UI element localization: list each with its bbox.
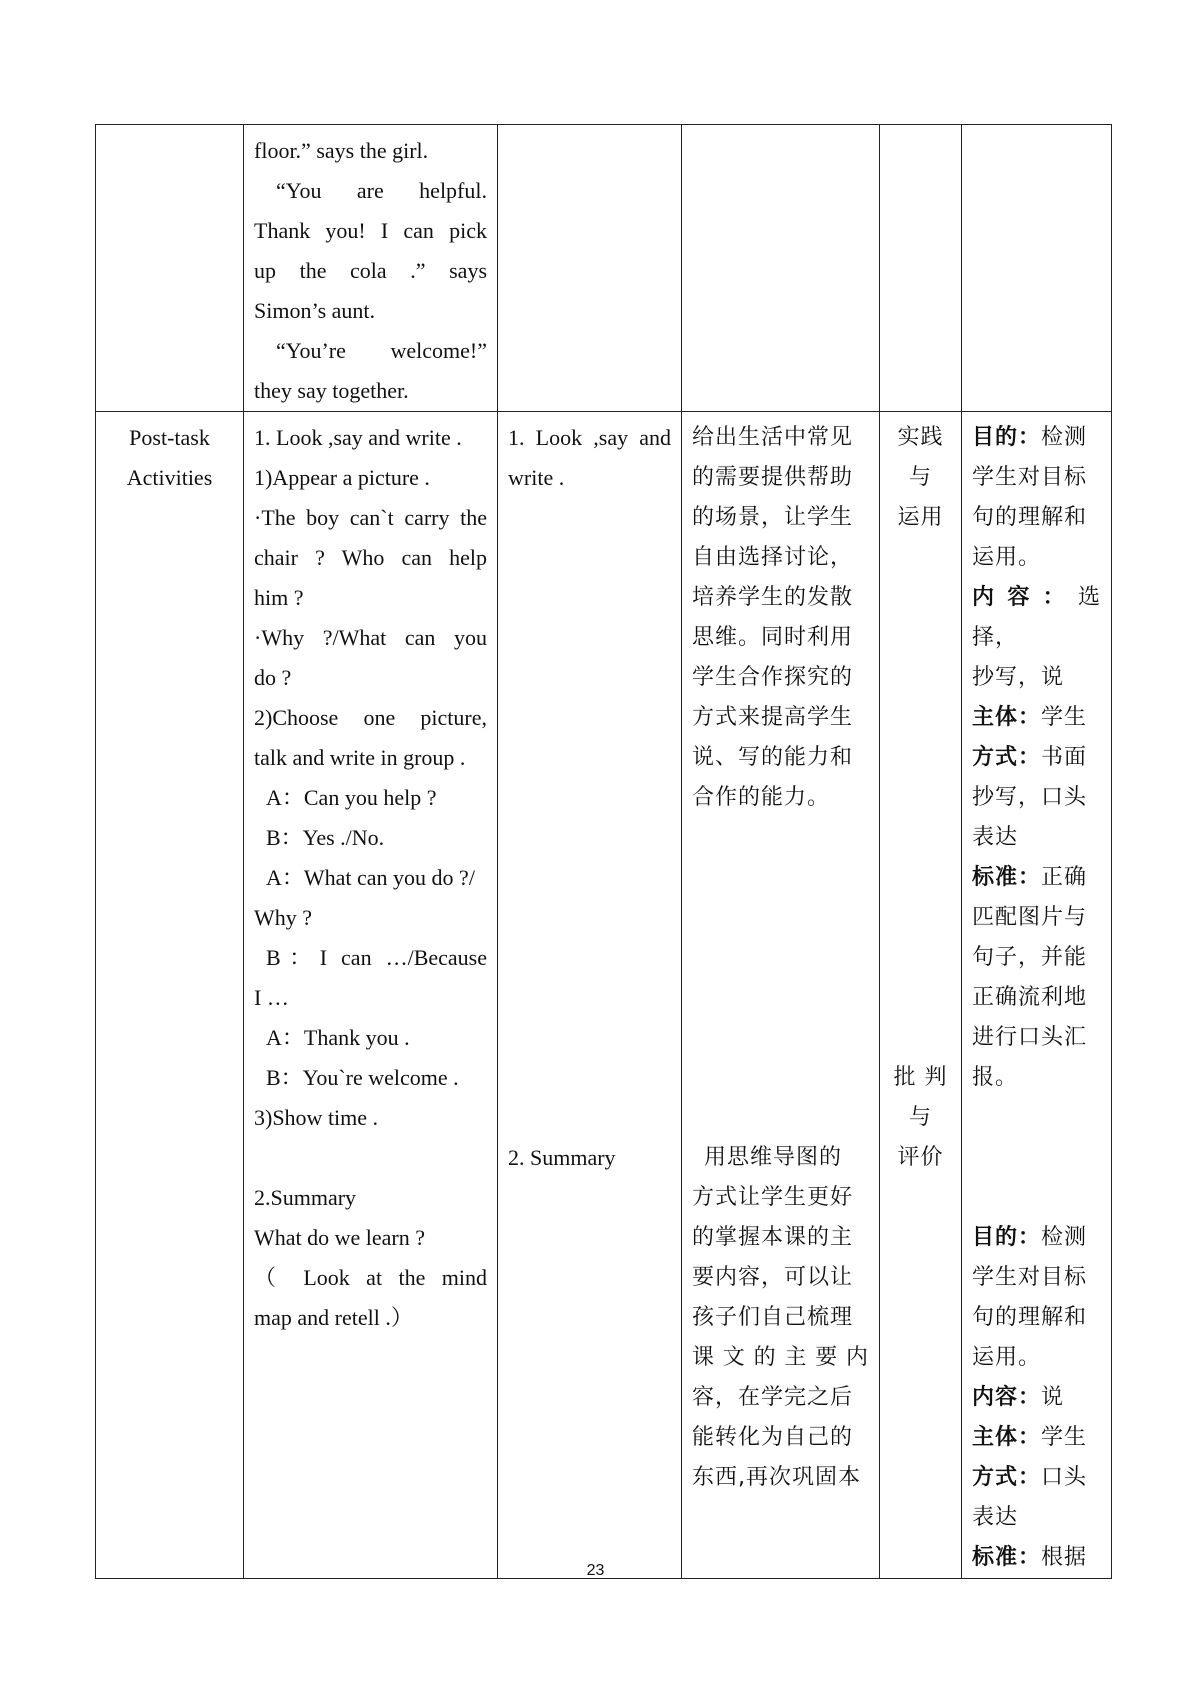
assess-text: 句的理解和 xyxy=(972,1305,1088,1330)
story-line: “You’re welcome!” xyxy=(276,338,487,363)
assess-label: 标准： xyxy=(972,865,1042,890)
assess-label: 主体： xyxy=(972,705,1042,730)
summary-line: What do we learn ? xyxy=(254,1225,426,1250)
assess-text: 句子，并能 xyxy=(972,945,1088,970)
story-line: floor.” says the girl. xyxy=(254,138,429,163)
stage-label: Post-task xyxy=(129,425,210,450)
teacher-line: ·The boy can`t carry the xyxy=(254,505,487,530)
assess-text: 学生 xyxy=(1041,705,1088,730)
assess-text: 句的理解和 xyxy=(972,505,1088,530)
type-label: 实践 xyxy=(897,425,944,450)
purpose-line: 说、写的能力和 xyxy=(692,745,854,770)
summary-line: 2.Summary xyxy=(254,1185,357,1210)
purpose-line: 用思维导图的 xyxy=(704,1145,843,1170)
assess-text: 检测 xyxy=(1041,425,1088,450)
type-label: 与 xyxy=(908,1105,932,1130)
purpose-cell-empty xyxy=(682,125,880,412)
assess-text: 抄写，口头 xyxy=(972,785,1088,810)
dialogue-line: B：You`re welcome . xyxy=(266,1065,459,1090)
activity-type-cell xyxy=(880,412,962,1579)
story-line: “You are helpful. xyxy=(276,178,487,203)
purpose-line: 的场景，让学生 xyxy=(692,505,854,530)
lesson-plan-table xyxy=(95,124,1112,1579)
purpose-line: 课文的主要内 xyxy=(692,1345,869,1370)
assess-cell-empty xyxy=(962,125,1112,412)
type-label: 运用 xyxy=(897,505,944,530)
stage-cell xyxy=(96,412,244,1579)
summary-line: map and retell .） xyxy=(254,1305,413,1330)
assessment-cell xyxy=(962,412,1112,1579)
assess-text: 正确 xyxy=(1041,865,1088,890)
assess-text: 根据 xyxy=(1041,1545,1088,1570)
student-cell-empty xyxy=(498,125,682,412)
student-line: 1. Look ,say and xyxy=(508,425,671,450)
type-label: 评价 xyxy=(897,1145,944,1170)
teacher-line: 3)Show time . xyxy=(254,1105,379,1130)
stage-cell-empty xyxy=(96,125,244,412)
purpose-line: 容，在学完之后 xyxy=(692,1385,854,1410)
dialogue-line: A：What can you do ?/ xyxy=(266,865,475,890)
assess-text: 匹配图片与 xyxy=(972,905,1088,930)
teacher-line: ·Why ?/What can you xyxy=(254,625,487,650)
assess-label: 目的： xyxy=(972,425,1042,450)
purpose-line: 方式来提高学生 xyxy=(692,705,854,730)
assess-text: 进行口头汇 xyxy=(972,1025,1088,1050)
assess-text: 报。 xyxy=(972,1065,1019,1090)
table-row-story xyxy=(96,125,1112,412)
purpose-line: 的掌握本课的主 xyxy=(692,1225,854,1250)
teacher-line: 1)Appear a picture . xyxy=(254,465,430,490)
student-line: 2. Summary xyxy=(508,1145,616,1170)
purpose-line: 合作的能力。 xyxy=(692,785,831,810)
assess-text: 说 xyxy=(1041,1385,1065,1410)
teacher-line: talk and write in group . xyxy=(254,745,466,770)
purpose-line: 能转化为自己的 xyxy=(692,1425,854,1450)
assess-text: 表达 xyxy=(972,1505,1019,1530)
dialogue-line: B：I can …/Because xyxy=(266,945,487,970)
student-line: write . xyxy=(508,465,565,490)
dialogue-line: I … xyxy=(254,985,289,1010)
teacher-line: 1. Look ,say and write . xyxy=(254,425,462,450)
purpose-line: 的需要提供帮助 xyxy=(692,465,854,490)
teacher-activity-cell xyxy=(244,412,498,1579)
purpose-line: 自由选择讨论， xyxy=(692,545,854,570)
purpose-line: 东西,再次巩固本 xyxy=(692,1465,861,1490)
stage-label: Activities xyxy=(126,465,213,490)
type-label: 与 xyxy=(908,465,932,490)
purpose-line: 要内容，可以让 xyxy=(692,1265,854,1290)
story-text-cell xyxy=(244,125,498,412)
type-label: 批 判 xyxy=(893,1065,948,1090)
dialogue-line: B：Yes ./No. xyxy=(266,825,385,850)
assess-label: 方式： xyxy=(972,1465,1042,1490)
table-row-post-task xyxy=(96,412,1112,1579)
assess-text: 学生 xyxy=(1041,1425,1088,1450)
assess-text: 表达 xyxy=(972,825,1019,850)
purpose-line: 学生合作探究的 xyxy=(692,665,854,690)
type-cell-empty xyxy=(880,125,962,412)
assess-label: 内容： xyxy=(972,1385,1042,1410)
assess-text: 抄写，说 xyxy=(972,665,1065,690)
assess-text: 运用。 xyxy=(972,1345,1042,1370)
teacher-line: 2)Choose one picture, xyxy=(254,705,487,730)
teacher-line: him ? xyxy=(254,585,304,610)
purpose-line: 思维。同时利用 xyxy=(692,625,854,650)
teacher-line: chair ? Who can help xyxy=(254,545,487,570)
dialogue-line: A：Can you help ? xyxy=(266,785,437,810)
summary-line: （ Look at the mind xyxy=(254,1265,487,1290)
assess-text: 检测 xyxy=(1041,1225,1088,1250)
page-number: 23 xyxy=(586,1562,605,1579)
assess-text: 正确流利地 xyxy=(972,985,1088,1010)
assess-label: 目的： xyxy=(972,1225,1042,1250)
purpose-line: 方式让学生更好 xyxy=(692,1185,854,1210)
story-line: Simon’s aunt. xyxy=(254,298,376,323)
assess-text: 运用。 xyxy=(972,545,1042,570)
story-line: up the cola .” says xyxy=(254,258,487,283)
assess-text: 书面 xyxy=(1041,745,1088,770)
assess-label: 主体： xyxy=(972,1425,1042,1450)
purpose-line: 培养学生的发散 xyxy=(692,585,854,610)
assess-label: 标准： xyxy=(972,1545,1042,1570)
teacher-line: do ? xyxy=(254,665,292,690)
purpose-line: 孩子们自己梳理 xyxy=(692,1305,854,1330)
assess-text: 学生对目标 xyxy=(972,1265,1088,1290)
purpose-line: 给出生活中常见 xyxy=(692,425,854,450)
assess-text: 选择， xyxy=(972,585,1101,650)
assess-label: 内容： xyxy=(972,585,1078,610)
assess-label: 方式： xyxy=(972,745,1042,770)
assess-text: 口头 xyxy=(1041,1465,1088,1490)
story-line: Thank you! I can pick xyxy=(254,218,487,243)
dialogue-line: A：Thank you . xyxy=(266,1025,410,1050)
student-activity-cell xyxy=(498,412,682,1579)
dialogue-line: Why ? xyxy=(254,905,313,930)
story-line: they say together. xyxy=(254,378,409,403)
assess-text: 学生对目标 xyxy=(972,465,1088,490)
design-purpose-cell xyxy=(682,412,880,1579)
